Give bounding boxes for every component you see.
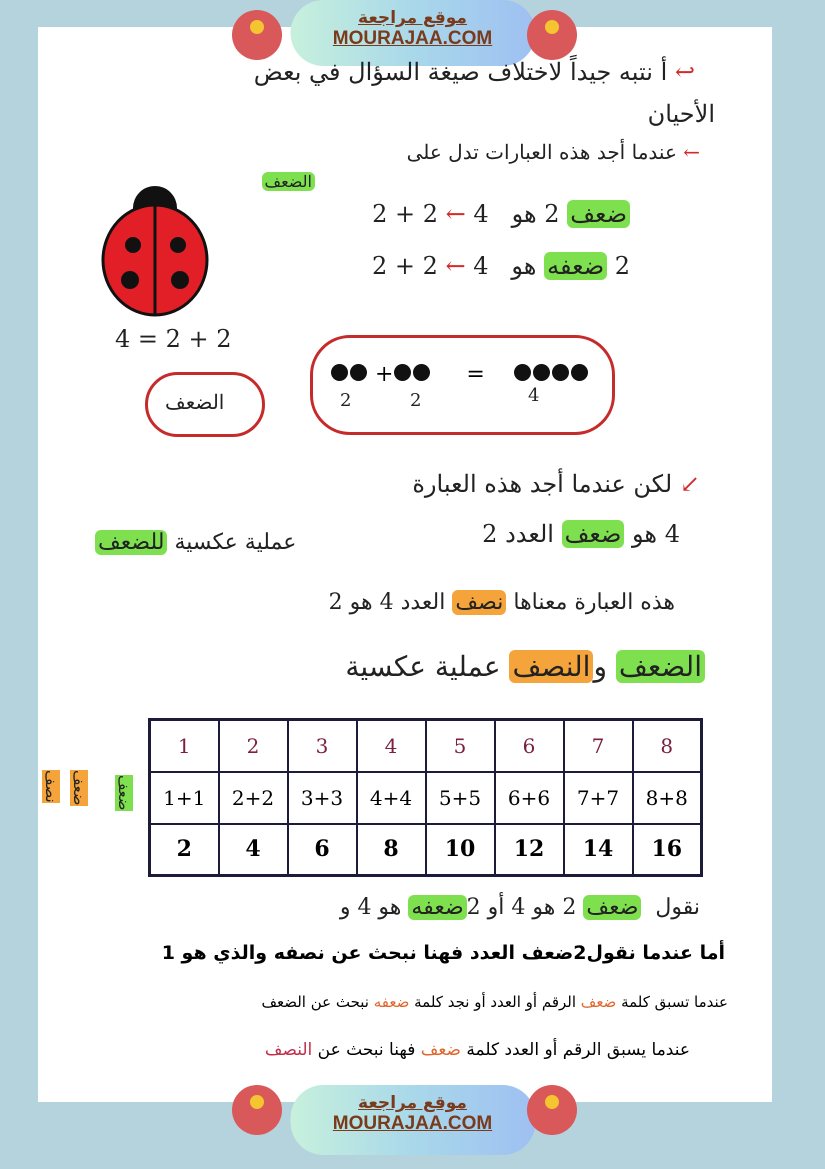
note-line: 4 هو ضعف العدد 2 bbox=[482, 520, 680, 548]
site-name-en: MOURAJAA.COM bbox=[332, 28, 493, 49]
table-cell: 1 bbox=[150, 720, 219, 772]
ladybug-equation: 4 = 2 + 2 bbox=[115, 325, 232, 353]
note-line: الضعف والنصف عملية عكسية bbox=[345, 650, 705, 683]
cloud-label: الضعف bbox=[165, 390, 225, 414]
side-label-half: نصف bbox=[42, 770, 60, 803]
printed-line: عندما تسبق كلمة ضعف الرقم أو العدد أو نجد كلمة ضعفه نبحث عن الضعف bbox=[261, 993, 728, 1011]
table-cell: 6+6 bbox=[495, 772, 564, 824]
table-cell: 12 bbox=[495, 824, 564, 876]
site-logo bbox=[527, 10, 577, 60]
dots-label: 2 bbox=[340, 390, 352, 411]
note-line: نقول ضعف 2 هو 4 أو 2ضعفه هو 4 و bbox=[339, 895, 700, 920]
table-cell: 5+5 bbox=[426, 772, 495, 824]
site-banner-bottom[interactable] bbox=[290, 1085, 535, 1155]
table-cell: 8 bbox=[357, 824, 426, 876]
printed-line: عندما يسبق الرقم أو العدد كلمة ضعف فهنا نبحث عن النصف bbox=[264, 1040, 690, 1060]
table-cell: 8 bbox=[633, 720, 702, 772]
table-row bbox=[150, 772, 702, 824]
ladybug-icon bbox=[88, 160, 223, 320]
site-banner-top[interactable] bbox=[290, 0, 535, 66]
table-cell: 2+2 bbox=[219, 772, 288, 824]
site-name-ar: موقع مراجعة bbox=[358, 1093, 467, 1113]
table-cell: 4 bbox=[357, 720, 426, 772]
table-cell: 4+4 bbox=[357, 772, 426, 824]
table-cell: 16 bbox=[633, 824, 702, 876]
note-line: ↩ أ نتبه جيداً لاختلاف صيغة السؤال في بعض bbox=[253, 58, 695, 86]
table-cell: 3 bbox=[288, 720, 357, 772]
note-tag: الضعف bbox=[262, 172, 315, 191]
site-logo bbox=[232, 1085, 282, 1135]
dots-label: 4 bbox=[528, 385, 540, 406]
table-cell: 6 bbox=[288, 824, 357, 876]
note-line: ↙ لكن عندما أجد هذه العبارة bbox=[412, 470, 700, 498]
table-cell: 7 bbox=[564, 720, 633, 772]
site-logo bbox=[232, 10, 282, 60]
doubles-table bbox=[148, 718, 703, 877]
table-cell: 7+7 bbox=[564, 772, 633, 824]
note-inverse: عملية عكسية للضعف bbox=[95, 530, 296, 555]
table-cell: 14 bbox=[564, 824, 633, 876]
dots-label: 2 bbox=[410, 390, 422, 411]
table-cell: 2 bbox=[150, 824, 219, 876]
table-row bbox=[150, 720, 702, 772]
table-cell: 4 bbox=[219, 824, 288, 876]
table-cell: 8+8 bbox=[633, 772, 702, 824]
table-cell: 1+1 bbox=[150, 772, 219, 824]
printed-line: أما عندما نقول2ضعف العدد فهنا نبحث عن نصفه والذي هو 1 bbox=[161, 942, 725, 964]
table-cell: 3+3 bbox=[288, 772, 357, 824]
side-label-double: ضعف bbox=[70, 770, 88, 806]
site-name-en: MOURAJAA.COM bbox=[332, 1113, 493, 1134]
table-row bbox=[150, 824, 702, 876]
table-cell: 5 bbox=[426, 720, 495, 772]
example-2: 2 ضعفه هو 2 + 2 ← 4 bbox=[371, 252, 630, 280]
dots-equation: + = bbox=[330, 362, 589, 387]
table-cell: 6 bbox=[495, 720, 564, 772]
table-cell: 10 bbox=[426, 824, 495, 876]
site-logo bbox=[527, 1085, 577, 1135]
table-cell: 2 bbox=[219, 720, 288, 772]
note-line: هذه العبارة معناها نصف العدد 4 هو 2 bbox=[328, 590, 675, 615]
site-name-ar: موقع مراجعة bbox=[358, 8, 467, 28]
note-line: الأحيان bbox=[647, 100, 715, 128]
note-line: ← عندما أجد هذه العبارات تدل على bbox=[406, 140, 700, 164]
side-label-double: ضعف bbox=[115, 775, 133, 811]
example-1: ضعف 2 هو 2 + 2 ← 4 bbox=[372, 200, 630, 228]
